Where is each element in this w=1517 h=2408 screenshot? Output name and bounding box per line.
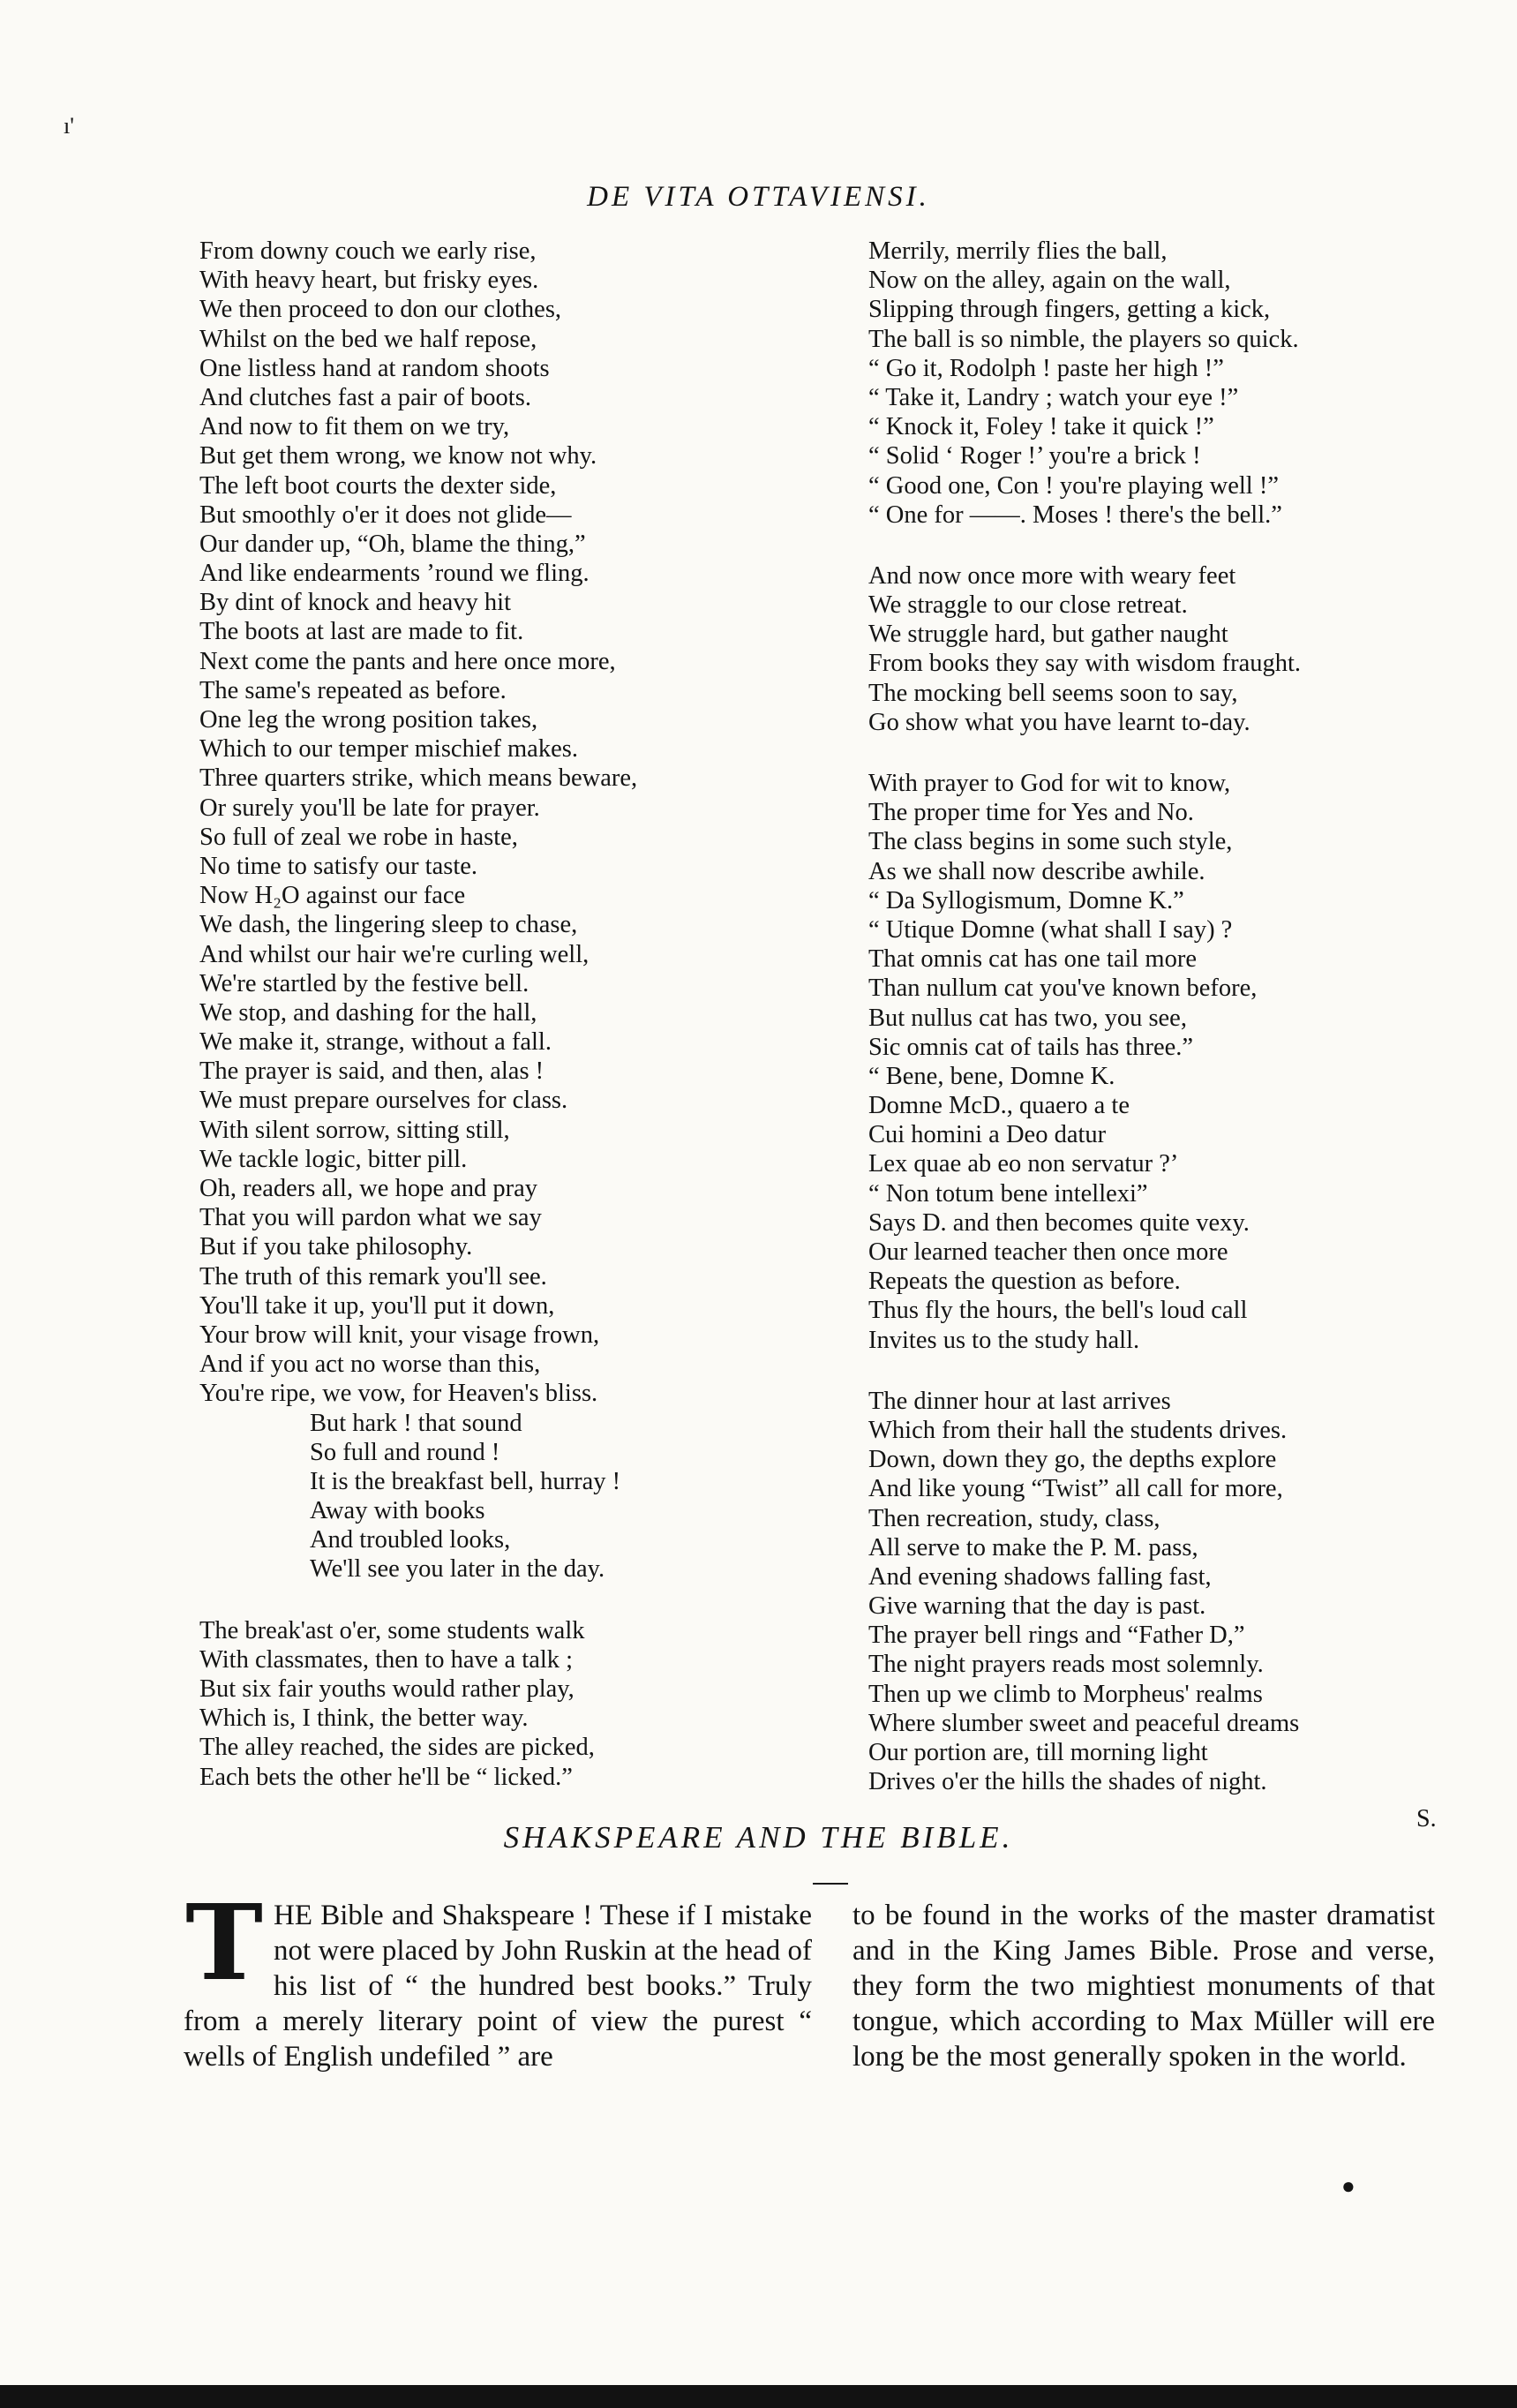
poem-right-stanza-3 xyxy=(868,769,1301,1355)
verse-line: We'll see you later in the day. xyxy=(310,1555,605,1584)
verse-line: Give warning that the day is past. xyxy=(868,1592,1206,1621)
verse-line: That you will pardon what we say xyxy=(199,1204,542,1232)
ink-dot: ● xyxy=(1341,2173,1356,2199)
verse-line: By dint of knock and heavy hit xyxy=(199,589,512,617)
drop-cap: T xyxy=(185,1881,263,2004)
verse-line: Which is, I think, the better way. xyxy=(199,1704,529,1733)
verse-line: Says D. and then becomes quite vexy. xyxy=(868,1208,1250,1237)
verse-line: Each bets the other he'll be “ licked.” xyxy=(199,1763,573,1791)
verse-line: From downy couch we early rise, xyxy=(199,237,537,265)
verse-line: “ Good one, Con ! you're playing well !” xyxy=(868,471,1279,500)
poem-right-stanza-1 xyxy=(868,237,1301,530)
article-right-column xyxy=(852,1898,1435,2074)
verse-line: The proper time for Yes and No. xyxy=(868,799,1194,827)
verse-line: One listless hand at random shoots xyxy=(199,354,550,382)
verse-line: “ Solid ‘ Roger !’ you're a brick ! xyxy=(868,442,1201,470)
poem-left-block-1 xyxy=(199,237,637,1409)
article-left-text: HE Bible and Shakspeare ! These if I mistake not were placed by John Ruskin at the head of his list of “ the hundred best books.” Truly from a merely literary point of view the purest “ wells of English undefiled ” are xyxy=(184,1900,812,2073)
verse-line: With silent sorrow, sitting still, xyxy=(199,1116,510,1144)
verse-line: Repeats the question as before. xyxy=(868,1268,1181,1296)
verse-line: With prayer to God for wit to know, xyxy=(868,770,1231,797)
verse-line: Then up we climb to Morpheus' realms xyxy=(868,1680,1263,1708)
verse-line: The class begins in some such style, xyxy=(868,828,1233,856)
verse-line: And troubled looks, xyxy=(310,1526,511,1554)
verse-line: But six fair youths would rather play, xyxy=(199,1675,575,1703)
verse-line: The alley reached, the sides are picked, xyxy=(199,1734,595,1762)
verse-line: Three quarters strike, which means beware, xyxy=(199,764,638,793)
verse-line: Where slumber sweet and peaceful dreams xyxy=(868,1709,1300,1737)
verse-line: We must prepare ourselves for class. xyxy=(199,1087,568,1115)
poem-right-stanza-4 xyxy=(868,1387,1301,1797)
verse-line: It is the breakfast bell, hurray ! xyxy=(310,1467,621,1495)
verse-line: “ Da Syllogismum, Domne K.” xyxy=(868,886,1184,914)
verse-line: Than nullum cat you've known before, xyxy=(868,974,1258,1003)
verse-line: Cui homini a Deo datur xyxy=(868,1121,1107,1149)
verse-line: From books they say with wisdom fraught. xyxy=(868,650,1302,678)
verse-line: The prayer bell rings and “Father D,” xyxy=(868,1622,1245,1650)
verse-line: “ One for ——. Moses ! there's the bell.” xyxy=(868,500,1282,529)
verse-line: Drives o'er the hills the shades of night. xyxy=(868,1768,1267,1796)
verse-line: But smoothly o'er it does not glide— xyxy=(199,500,572,529)
verse-line: “ Bene, bene, Domne K. xyxy=(868,1062,1115,1090)
verse-line: But hark ! that sound xyxy=(310,1409,522,1437)
verse-line: The truth of this remark you'll see. xyxy=(199,1262,547,1291)
verse-line: Merrily, merrily flies the ball, xyxy=(868,237,1168,265)
verse-line: You're ripe, we vow, for Heaven's bliss. xyxy=(199,1380,598,1408)
verse-line: We then proceed to don our clothes, xyxy=(199,296,562,324)
verse-line: We make it, strange, without a fall. xyxy=(199,1028,552,1057)
poem-left-column xyxy=(199,237,637,1792)
verse-line: But get them wrong, we know not why. xyxy=(199,442,597,470)
verse-line: Whilst on the bed we half repose, xyxy=(199,325,537,353)
verse-line: The mocking bell seems soon to say, xyxy=(868,679,1238,707)
verse-line: “ Utique Domne (what shall I say) ? xyxy=(868,915,1233,944)
verse-line: “ Knock it, Foley ! take it quick !” xyxy=(868,413,1214,441)
verse-line: And now once more with weary feet xyxy=(868,561,1236,590)
verse-line: “ Go it, Rodolph ! paste her high !” xyxy=(868,354,1224,382)
verse-line: Our portion are, till morning light xyxy=(868,1739,1208,1766)
verse-line: The dinner hour at last arrives xyxy=(868,1387,1171,1415)
verse-line: The left boot courts the dexter side, xyxy=(199,471,557,500)
verse-line: Our learned teacher then once more xyxy=(868,1238,1228,1266)
article-right-text: to be found in the works of the master dramatist and in the King James Bible. Prose and verse, they form the two mightiest monuments of that tongue, which according to Max Müller will ere long be the most generally spoken in the world. xyxy=(852,1900,1435,2073)
verse-line: Now on the alley, again on the wall, xyxy=(868,267,1231,295)
verse-line: “ Non totum bene intellexi” xyxy=(868,1179,1148,1208)
running-title: DE VITA OTTAVIENSI. xyxy=(587,181,930,213)
verse-line: Lex quae ab eo non servatur ?’ xyxy=(868,1150,1179,1178)
verse-line: So full of zeal we robe in haste, xyxy=(199,823,518,851)
verse-line: Which to our temper mischief makes. xyxy=(199,735,578,764)
verse-line: Your brow will knit, your visage frown, xyxy=(199,1321,600,1349)
verse-line: And whilst our hair we're curling well, xyxy=(199,940,590,968)
verse-line: Which from their hall the students drives. xyxy=(868,1416,1288,1444)
verse-line: We dash, the lingering sleep to chase, xyxy=(199,911,578,939)
verse-line: And like young “Twist” all call for more, xyxy=(868,1475,1283,1503)
verse-line: The prayer is said, and then, alas ! xyxy=(199,1057,544,1086)
verse-line: The boots at last are made to fit. xyxy=(199,618,524,646)
verse-line: Our dander up, “Oh, blame the thing,” xyxy=(199,530,586,558)
poem-right-stanza-2 xyxy=(868,561,1301,737)
verse-line: With heavy heart, but frisky eyes. xyxy=(199,267,539,295)
verse-line: Invites us to the study hall. xyxy=(868,1326,1140,1354)
verse-line: But nullus cat has two, you see, xyxy=(868,1004,1187,1032)
verse-line: Thus fly the hours, the bell's loud call xyxy=(868,1297,1248,1325)
verse-line: Go show what you have learnt to-day. xyxy=(868,708,1250,736)
article-title: SHAKSPEARE AND THE BIBLE. xyxy=(503,1820,1014,1855)
article-left-column xyxy=(184,1881,812,2074)
verse-line: Next come the pants and here once more, xyxy=(199,647,616,675)
verse-line: No time to satisfy our taste. xyxy=(199,852,478,880)
verse-line: With classmates, then to have a talk ; xyxy=(199,1645,574,1674)
verse-line: We're startled by the festive bell. xyxy=(199,969,529,997)
verse-line: We stop, and dashing for the hall, xyxy=(199,998,537,1027)
verse-line: The same's repeated as before. xyxy=(199,676,507,704)
verse-line: But if you take philosophy. xyxy=(199,1233,473,1261)
verse-line: So full and round ! xyxy=(310,1438,500,1466)
verse-line: And clutches fast a pair of boots. xyxy=(199,383,531,411)
page-bottom-edge xyxy=(0,2385,1517,2408)
verse-line: We straggle to our close retreat. xyxy=(868,591,1188,620)
poem-right-column xyxy=(868,237,1301,1796)
verse-line: Or surely you'll be late for prayer. xyxy=(199,794,540,822)
verse-line: The ball is so nimble, the players so quick. xyxy=(868,325,1299,353)
verse-line: Down, down they go, the depths explore xyxy=(868,1446,1277,1474)
verse-line: Sic omnis cat of tails has three.” xyxy=(868,1033,1194,1061)
verse-line: The night prayers reads most solemnly. xyxy=(868,1651,1264,1679)
title-rule xyxy=(813,1883,848,1885)
verse-line: As we shall now describe awhile. xyxy=(868,857,1205,885)
verse-line: And like endearments ’round we fling. xyxy=(199,560,590,588)
verse-line: Then recreation, study, class, xyxy=(868,1504,1160,1532)
verse-line: And now to fit them on we try, xyxy=(199,413,510,441)
verse-line: Oh, readers all, we hope and pray xyxy=(199,1175,538,1202)
verse-line: We tackle logic, bitter pill. xyxy=(199,1145,468,1173)
margin-mark: ı' xyxy=(64,113,74,139)
verse-line: “ Take it, Landry ; watch your eye !” xyxy=(868,383,1239,411)
verse-line: All serve to make the P. M. pass, xyxy=(868,1533,1198,1561)
verse-line: The break'ast o'er, some students walk xyxy=(199,1616,585,1644)
verse-line: One leg the wrong position takes, xyxy=(199,706,538,734)
verse-line: And evening shadows falling fast, xyxy=(868,1562,1212,1591)
poem-signature: S. xyxy=(1416,1805,1437,1832)
verse-line: Away with books xyxy=(310,1497,485,1525)
verse-line: Slipping through fingers, getting a kick, xyxy=(868,296,1271,324)
verse-line: Domne McD., quaero a te xyxy=(868,1092,1130,1120)
poem-left-block-2 xyxy=(199,1616,637,1792)
verse-line: We struggle hard, but gather naught xyxy=(868,621,1228,649)
poem-left-indented-verse xyxy=(199,1409,637,1584)
verse-line: That omnis cat has one tail more xyxy=(868,945,1197,974)
verse-line: You'll take it up, you'll put it down, xyxy=(199,1291,555,1320)
verse-line: Now H₂O against our face xyxy=(199,882,466,910)
verse-line: And if you act no worse than this, xyxy=(199,1351,541,1379)
